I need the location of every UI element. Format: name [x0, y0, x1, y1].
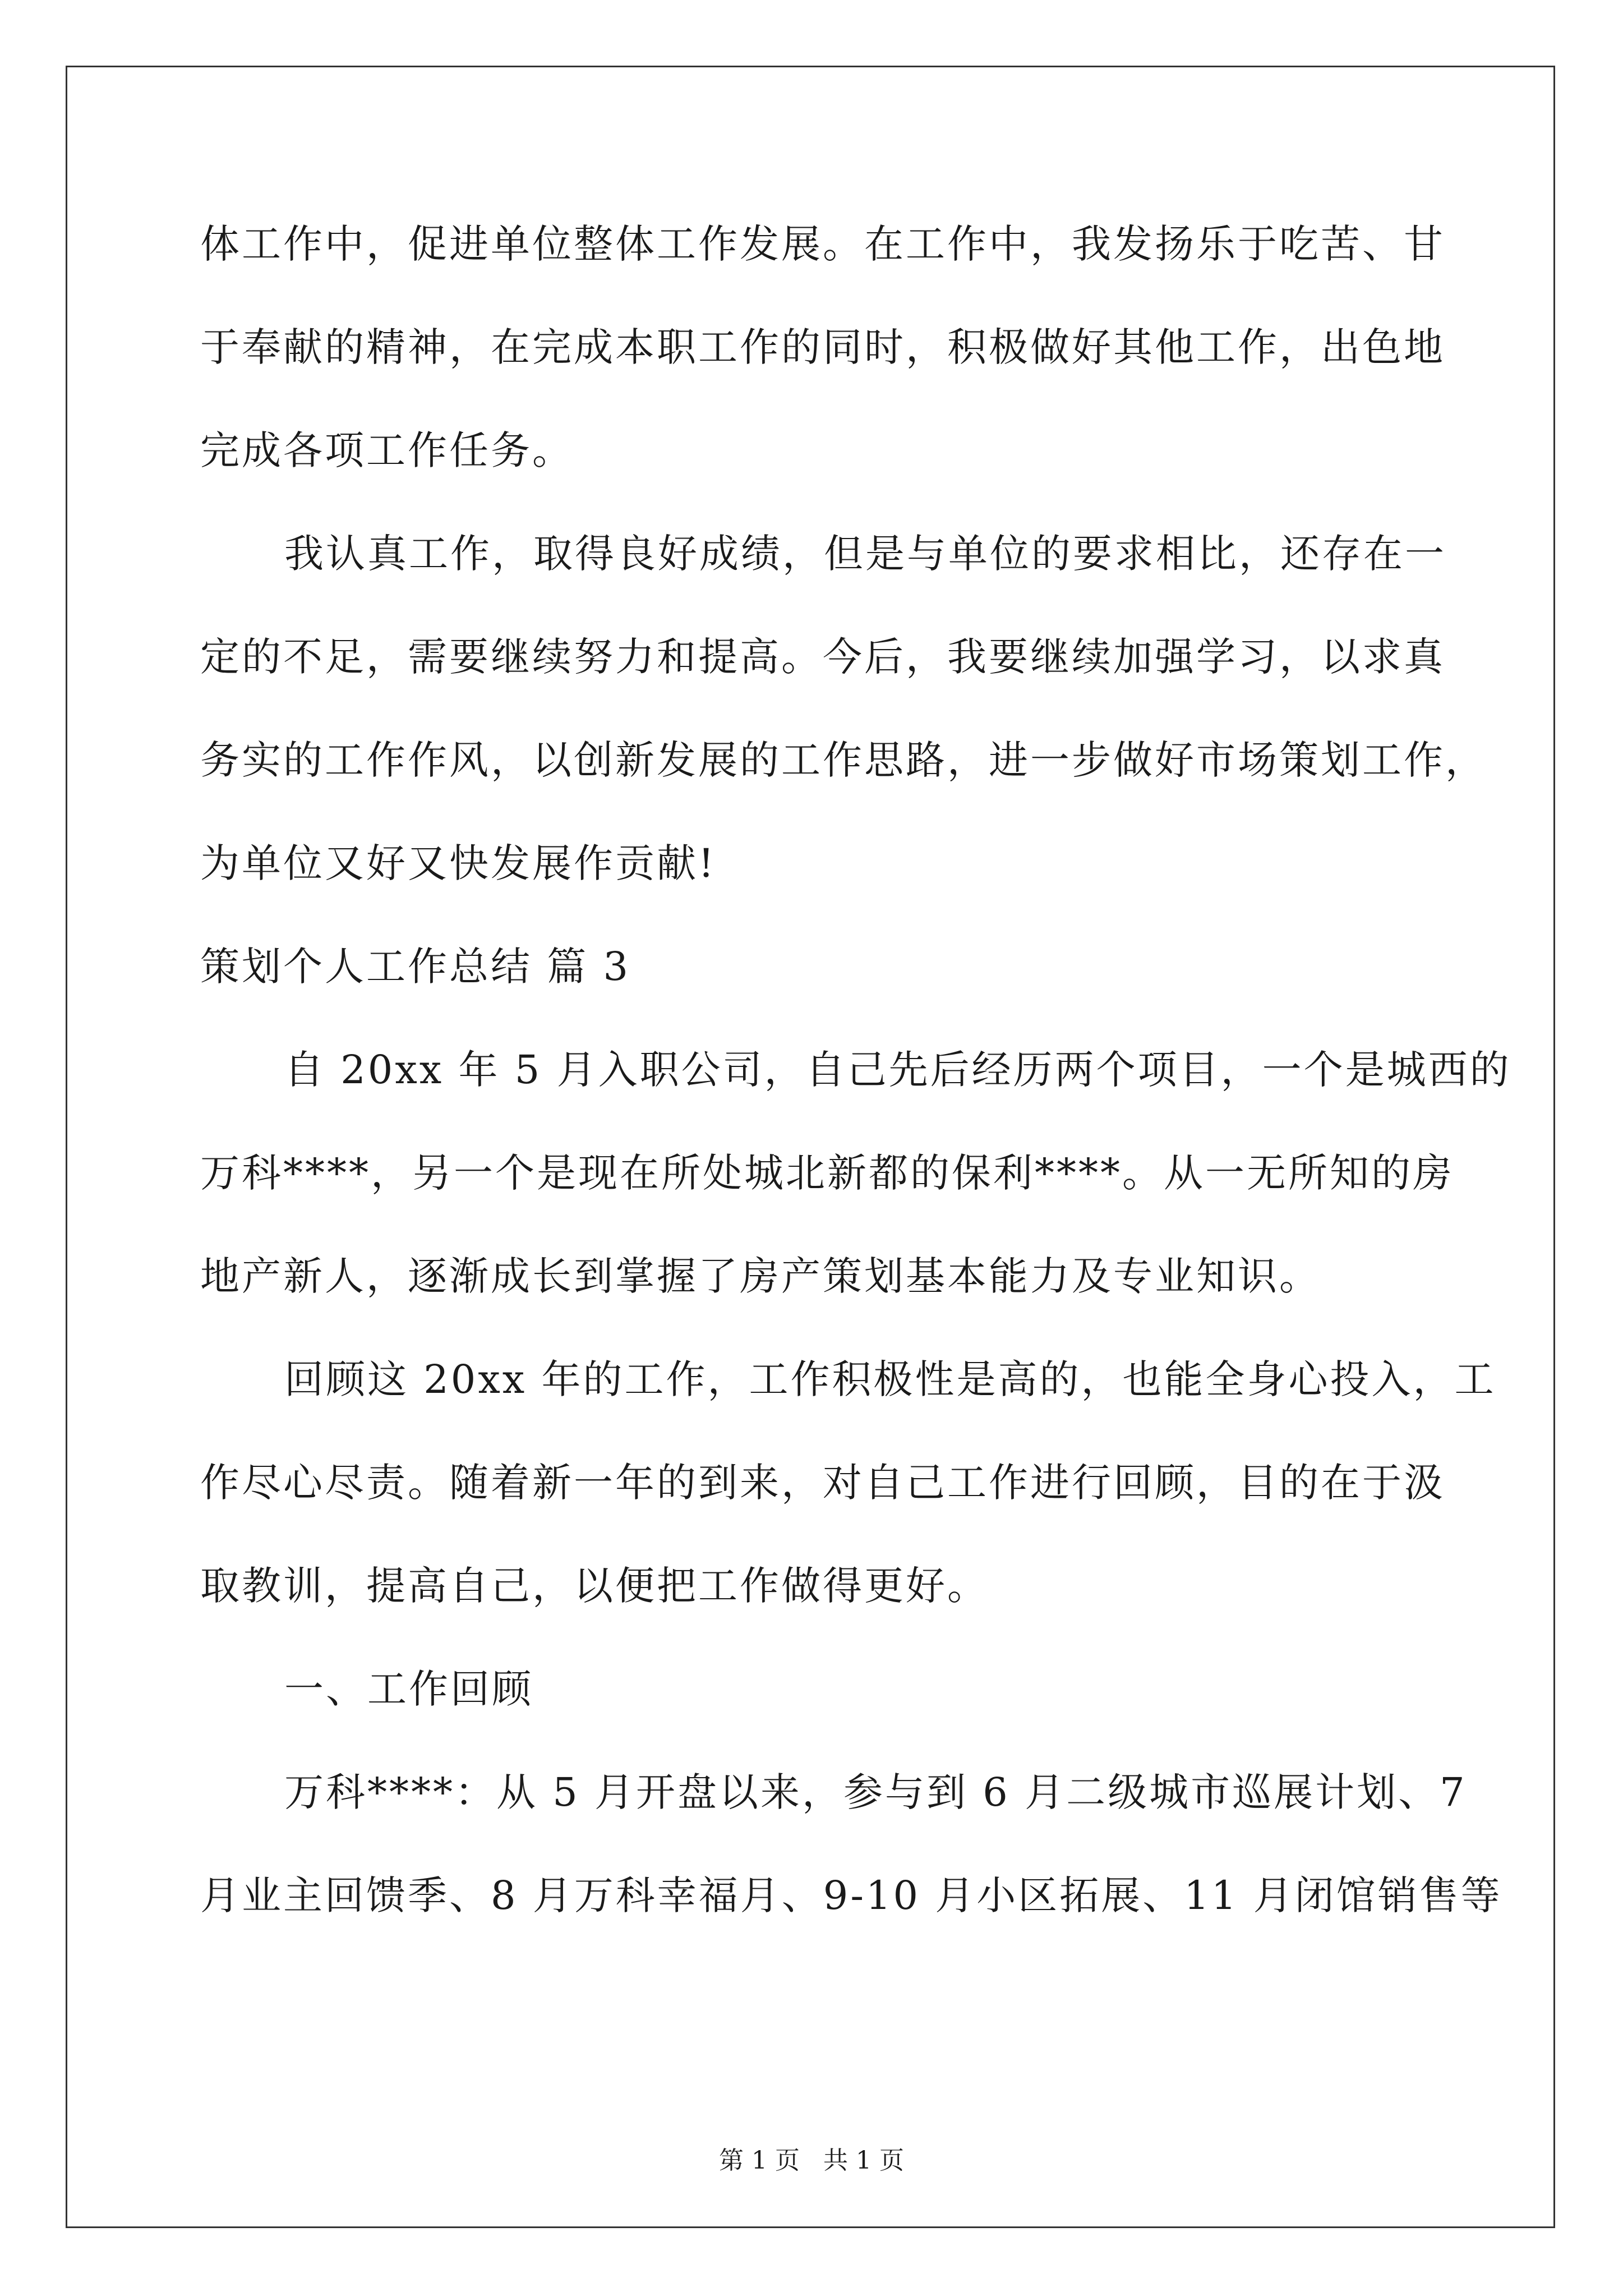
- paragraph-line: 作尽心尽责。随着新一年的到来，对自己工作进行回顾，目的在于汲: [200, 1460, 1445, 1506]
- paragraph-line: 回顾这 20xx 年的工作，工作积极性是高的，也能全身心投入，工: [284, 1356, 1496, 1402]
- paragraph-line: 完成各项工作任务。: [200, 427, 574, 473]
- paragraph-line: 月业主回馈季、8 月万科幸福月、9-10 月小区拓展、11 月闭馆销售等: [200, 1872, 1502, 1918]
- paragraph-line: 自 20xx 年 5 月入职公司，自己先后经历两个项目，一个是城西的: [284, 1047, 1511, 1093]
- page-number-footer: 第 1 页 共 1 页: [719, 2146, 904, 2175]
- paragraph-line: 取教训，提高自己，以便把工作做得更好。: [200, 1563, 989, 1609]
- paragraph-line: 于奉献的精神，在完成本职工作的同时，积极做好其他工作，出色地: [200, 324, 1445, 370]
- paragraph-line: 地产新人，逐渐成长到掌握了房产策划基本能力及专业知识。: [200, 1253, 1321, 1299]
- document-body: [200, 210, 1511, 1965]
- paragraph-line: 我认真工作，取得良好成绩，但是与单位的要求相比，还存在一: [284, 531, 1446, 577]
- paragraph-line: 为单位又好又快发展作贡献!: [200, 840, 717, 886]
- paragraph-line: 定的不足，需要继续努力和提高。今后，我要继续加强学习，以求真: [200, 634, 1445, 680]
- paragraph-line: 万科****，另一个是现在所处城北新都的保利****。从一无所知的房: [200, 1150, 1454, 1196]
- subsection-heading: 一、工作回顾: [284, 1666, 533, 1712]
- paragraph-line: 体工作中，促进单位整体工作发展。在工作中，我发扬乐于吃苦、甘: [200, 221, 1445, 267]
- section-heading: 策划个人工作总结 篇 3: [200, 944, 631, 990]
- paragraph-line: 万科****：从 5 月开盘以来，参与到 6 月二级城市巡展计划、7: [284, 1769, 1467, 1815]
- paragraph-line: 务实的工作作风，以创新发展的工作思路，进一步做好市场策划工作，: [200, 737, 1487, 783]
